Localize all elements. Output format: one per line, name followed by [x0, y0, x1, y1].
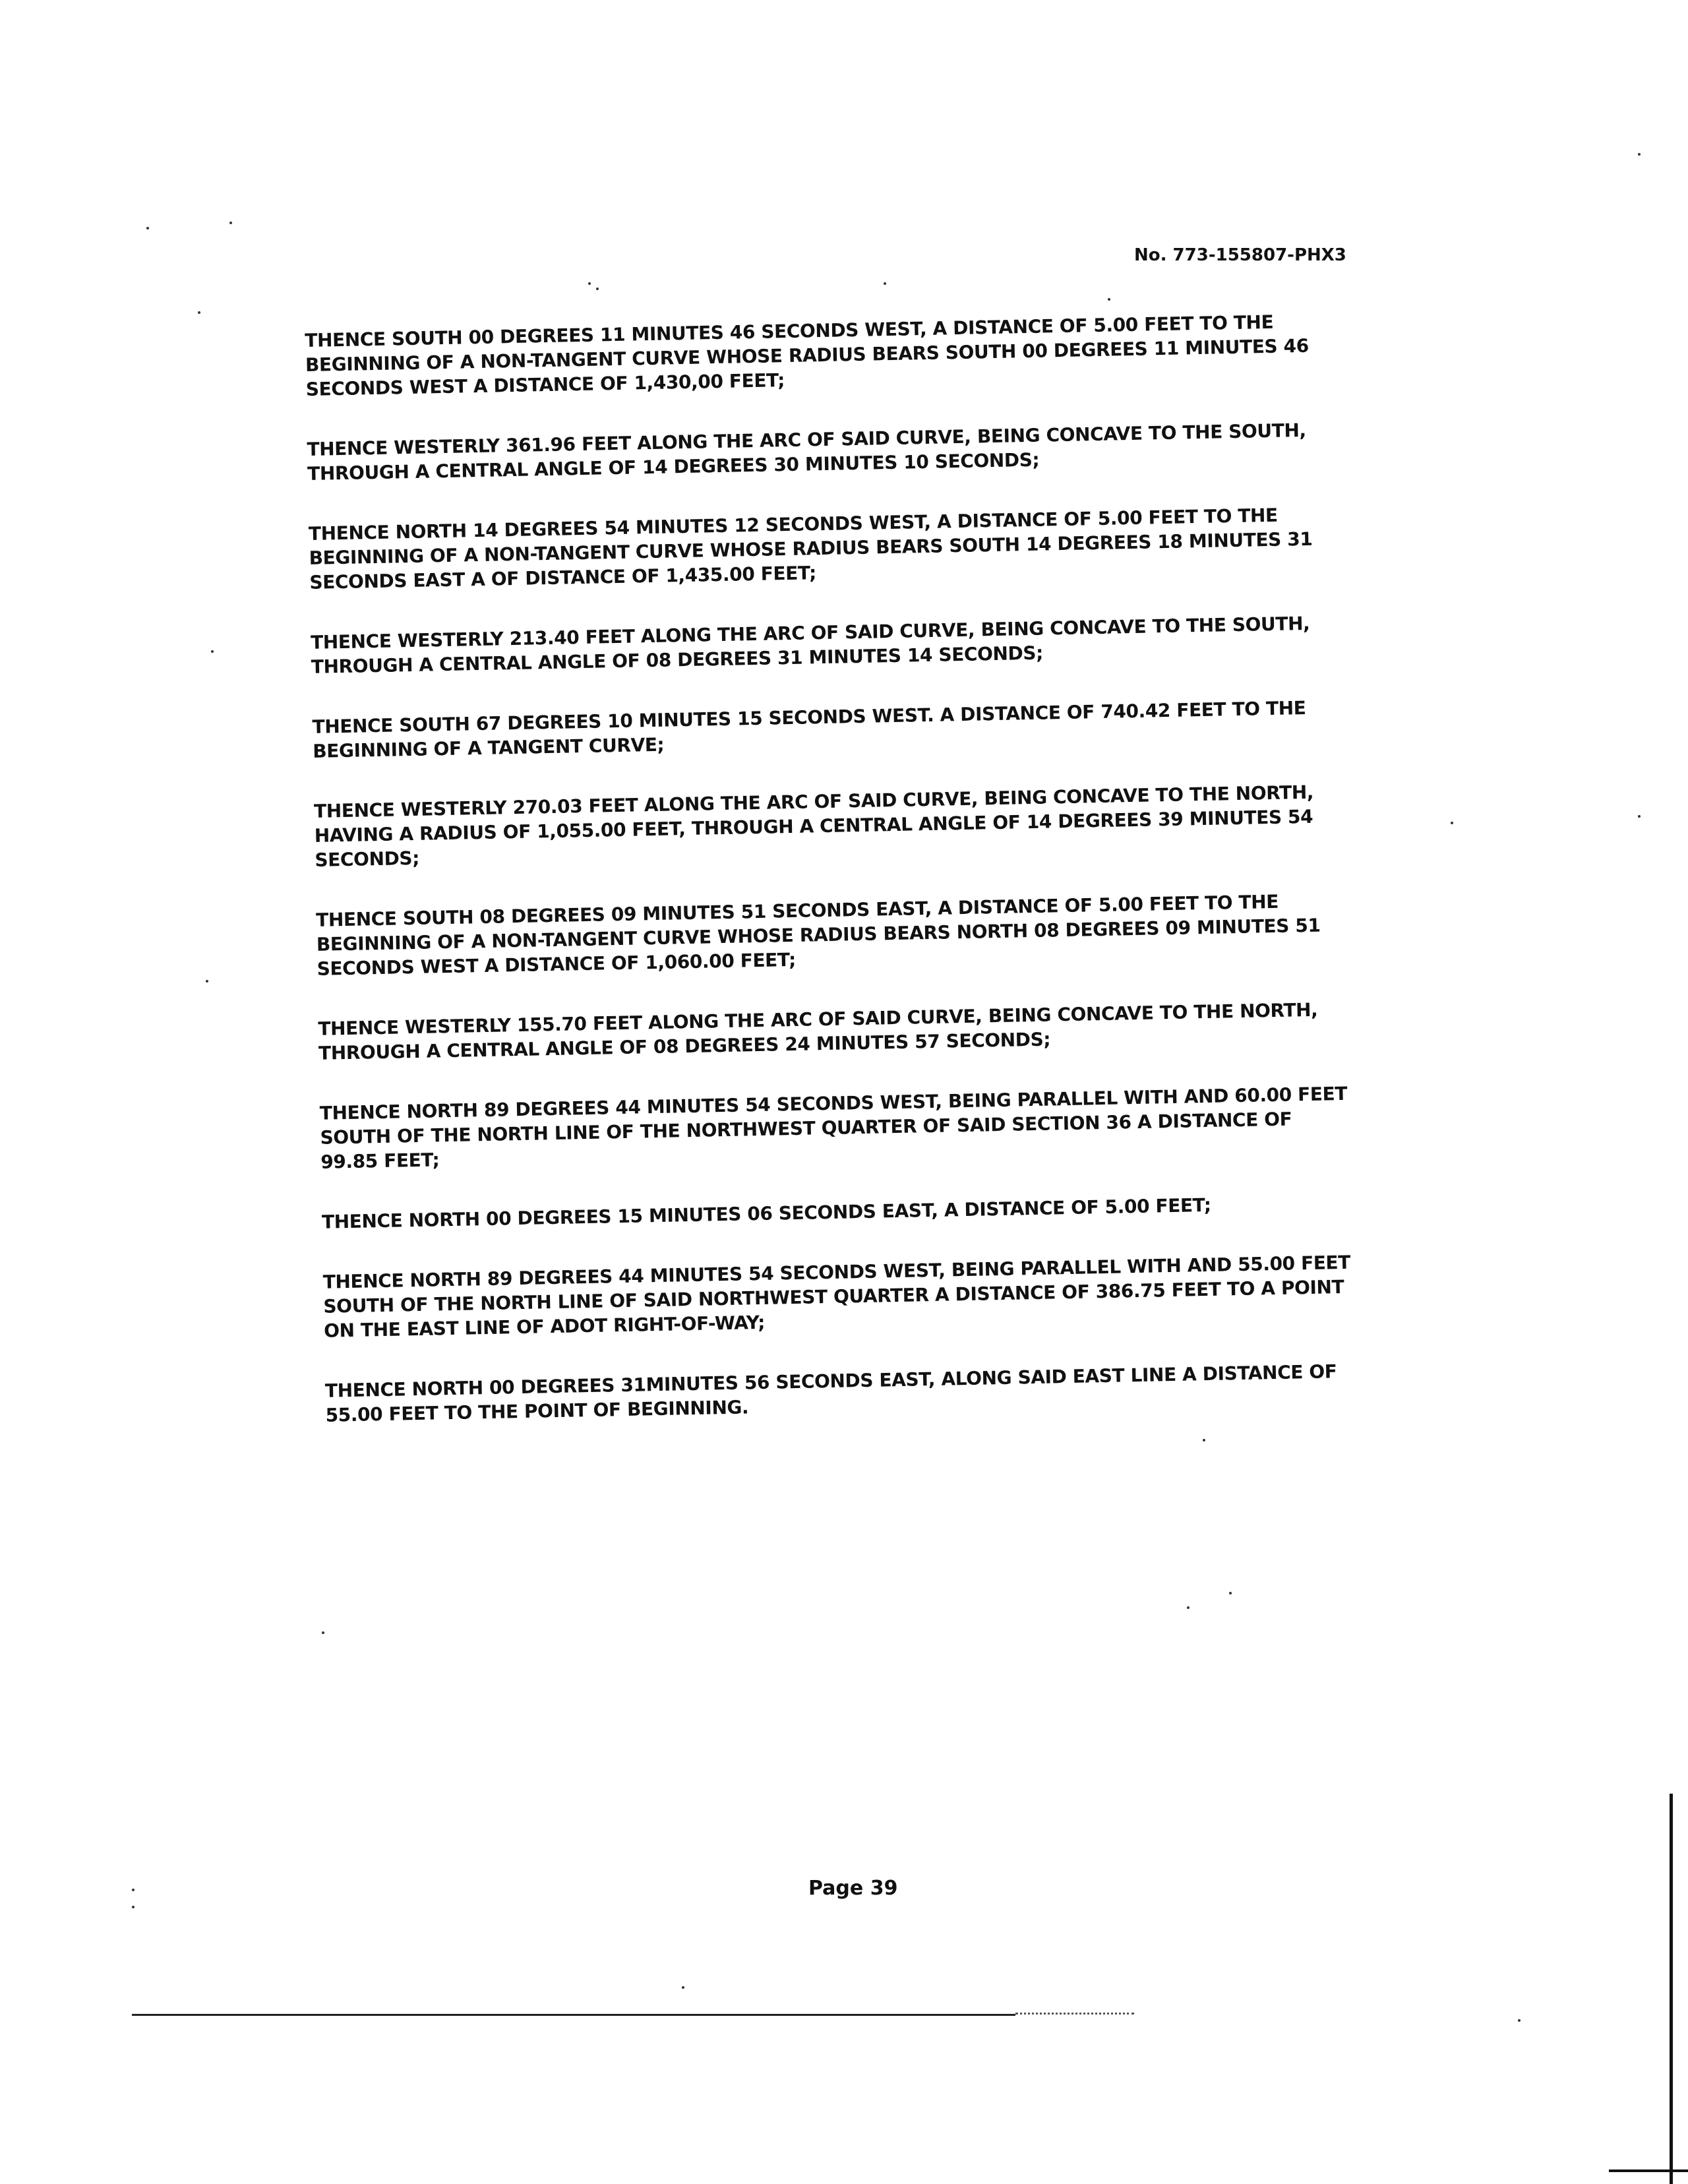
- paragraph-1: THENCE SOUTH 00 DEGREES 11 MINUTES 46 SECONDS WEST, A DISTANCE OF 5.00 FEET TO THE BEGINNING OF A NON-TANGENT CURVE WHOSE RADIUS BEARS SOUTH 00 DEGREES 11 MINUTES 46 SECONDS WEST A DISTANCE OF 1,430,00 FEET;: [305, 311, 1310, 400]
- document-number: No. 773-155807-PHX3: [1134, 245, 1346, 265]
- scan-speck: [132, 1889, 135, 1891]
- paragraph-6: THENCE WESTERLY 270.03 FEET ALONG THE ARC OF SAID CURVE, BEING CONCAVE TO THE NORTH, HAVING A RADIUS OF 1,055.00 FEET, THROUGH A CENTRAL ANGLE OF 14 DEGREES 39 MINUTES 54 SECONDS;: [313, 781, 1314, 871]
- scan-speck: [132, 1906, 135, 1908]
- paragraph-7: THENCE SOUTH 08 DEGREES 09 MINUTES 51 SECONDS EAST, A DISTANCE OF 5.00 FEET TO THE BEGINNING OF A NON-TANGENT CURVE WHOSE RADIUS BEARS NORTH 08 DEGREES 09 MINUTES 51 SECONDS WEST A DISTANCE OF 1,060.00 FEET;: [315, 890, 1321, 980]
- scan-speck: [1451, 822, 1453, 824]
- scan-speck: [206, 980, 208, 983]
- paragraph-3: THENCE NORTH 14 DEGREES 54 MINUTES 12 SECONDS WEST, A DISTANCE OF 5.00 FEET TO THE BEGINNING OF A NON-TANGENT CURVE WHOSE RADIUS BEARS SOUTH 14 DEGREES 18 MINUTES 31 SECONDS EAST A OF DISTANCE OF 1,435.00 FEET;: [308, 504, 1313, 593]
- scan-speck: [1638, 815, 1641, 818]
- scan-speck: [682, 1986, 684, 1989]
- scan-speck: [1187, 1606, 1190, 1609]
- scan-speck: [146, 227, 149, 229]
- scan-speck: [884, 282, 886, 285]
- scan-speck: [1203, 1439, 1205, 1441]
- paragraph-4: THENCE WESTERLY 213.40 FEET ALONG THE ARC OF SAID CURVE, BEING CONCAVE TO THE SOUTH, THROUGH A CENTRAL ANGLE OF 08 DEGREES 31 MINUTES 14 SECONDS;: [310, 612, 1310, 678]
- scan-speck: [1229, 1592, 1232, 1594]
- scan-speck: [596, 288, 599, 290]
- paragraph-11: THENCE NORTH 89 DEGREES 44 MINUTES 54 SECONDS WEST, BEING PARALLEL WITH AND 55.00 FEET SOUTH OF THE NORTH LINE OF SAID NORTHWEST QUARTER A DISTANCE OF 386.75 FEET TO A POINT ON THE EAST LINE OF ADOT RIGHT-OF-WAY;: [322, 1251, 1351, 1342]
- paragraph-10: THENCE NORTH 00 DEGREES 15 MINUTES 06 SECONDS EAST, A DISTANCE OF 5.00 FEET;: [321, 1194, 1211, 1233]
- legal-description-body: [305, 309, 1368, 1463]
- scan-speck: [588, 282, 591, 285]
- footer-rule-dotted: [1015, 2013, 1134, 2015]
- paragraph-8: THENCE WESTERLY 155.70 FEET ALONG THE ARC OF SAID CURVE, BEING CONCAVE TO THE NORTH, THROUGH A CENTRAL ANGLE OF 08 DEGREES 24 MINUTES 57 SECONDS;: [318, 998, 1318, 1064]
- scan-speck: [1638, 153, 1641, 156]
- page-number: Page 39: [808, 1877, 898, 1900]
- scan-edge-right: [1670, 1794, 1673, 2184]
- scan-speck: [322, 1631, 324, 1634]
- scan-speck: [1108, 298, 1110, 301]
- paragraph-12: THENCE NORTH 00 DEGREES 31MINUTES 56 SECONDS EAST, ALONG SAID EAST LINE A DISTANCE OF 55.00 FEET TO THE POINT OF BEGINNING.: [324, 1360, 1337, 1426]
- scan-speck: [198, 311, 200, 314]
- footer-rule: [132, 2014, 1015, 2016]
- scan-edge-bottom: [1609, 2169, 1688, 2172]
- paragraph-2: THENCE WESTERLY 361.96 FEET ALONG THE ARC OF SAID CURVE, BEING CONCAVE TO THE SOUTH, THROUGH A CENTRAL ANGLE OF 14 DEGREES 30 MINUTES 10 SECONDS;: [307, 419, 1306, 485]
- paragraph-5: THENCE SOUTH 67 DEGREES 10 MINUTES 15 SECONDS WEST. A DISTANCE OF 740.42 FEET TO THE BEGINNING OF A TANGENT CURVE;: [312, 696, 1306, 762]
- scan-speck: [1518, 2019, 1521, 2022]
- paragraph-9: THENCE NORTH 89 DEGREES 44 MINUTES 54 SECONDS WEST, BEING PARALLEL WITH AND 60.00 FEET SOUTH OF THE NORTH LINE OF THE NORTHWEST QUARTER OF SAID SECTION 36 A DISTANCE OF 99.85 FEET;: [319, 1082, 1348, 1173]
- scan-speck: [211, 650, 214, 653]
- scan-speck: [229, 222, 232, 224]
